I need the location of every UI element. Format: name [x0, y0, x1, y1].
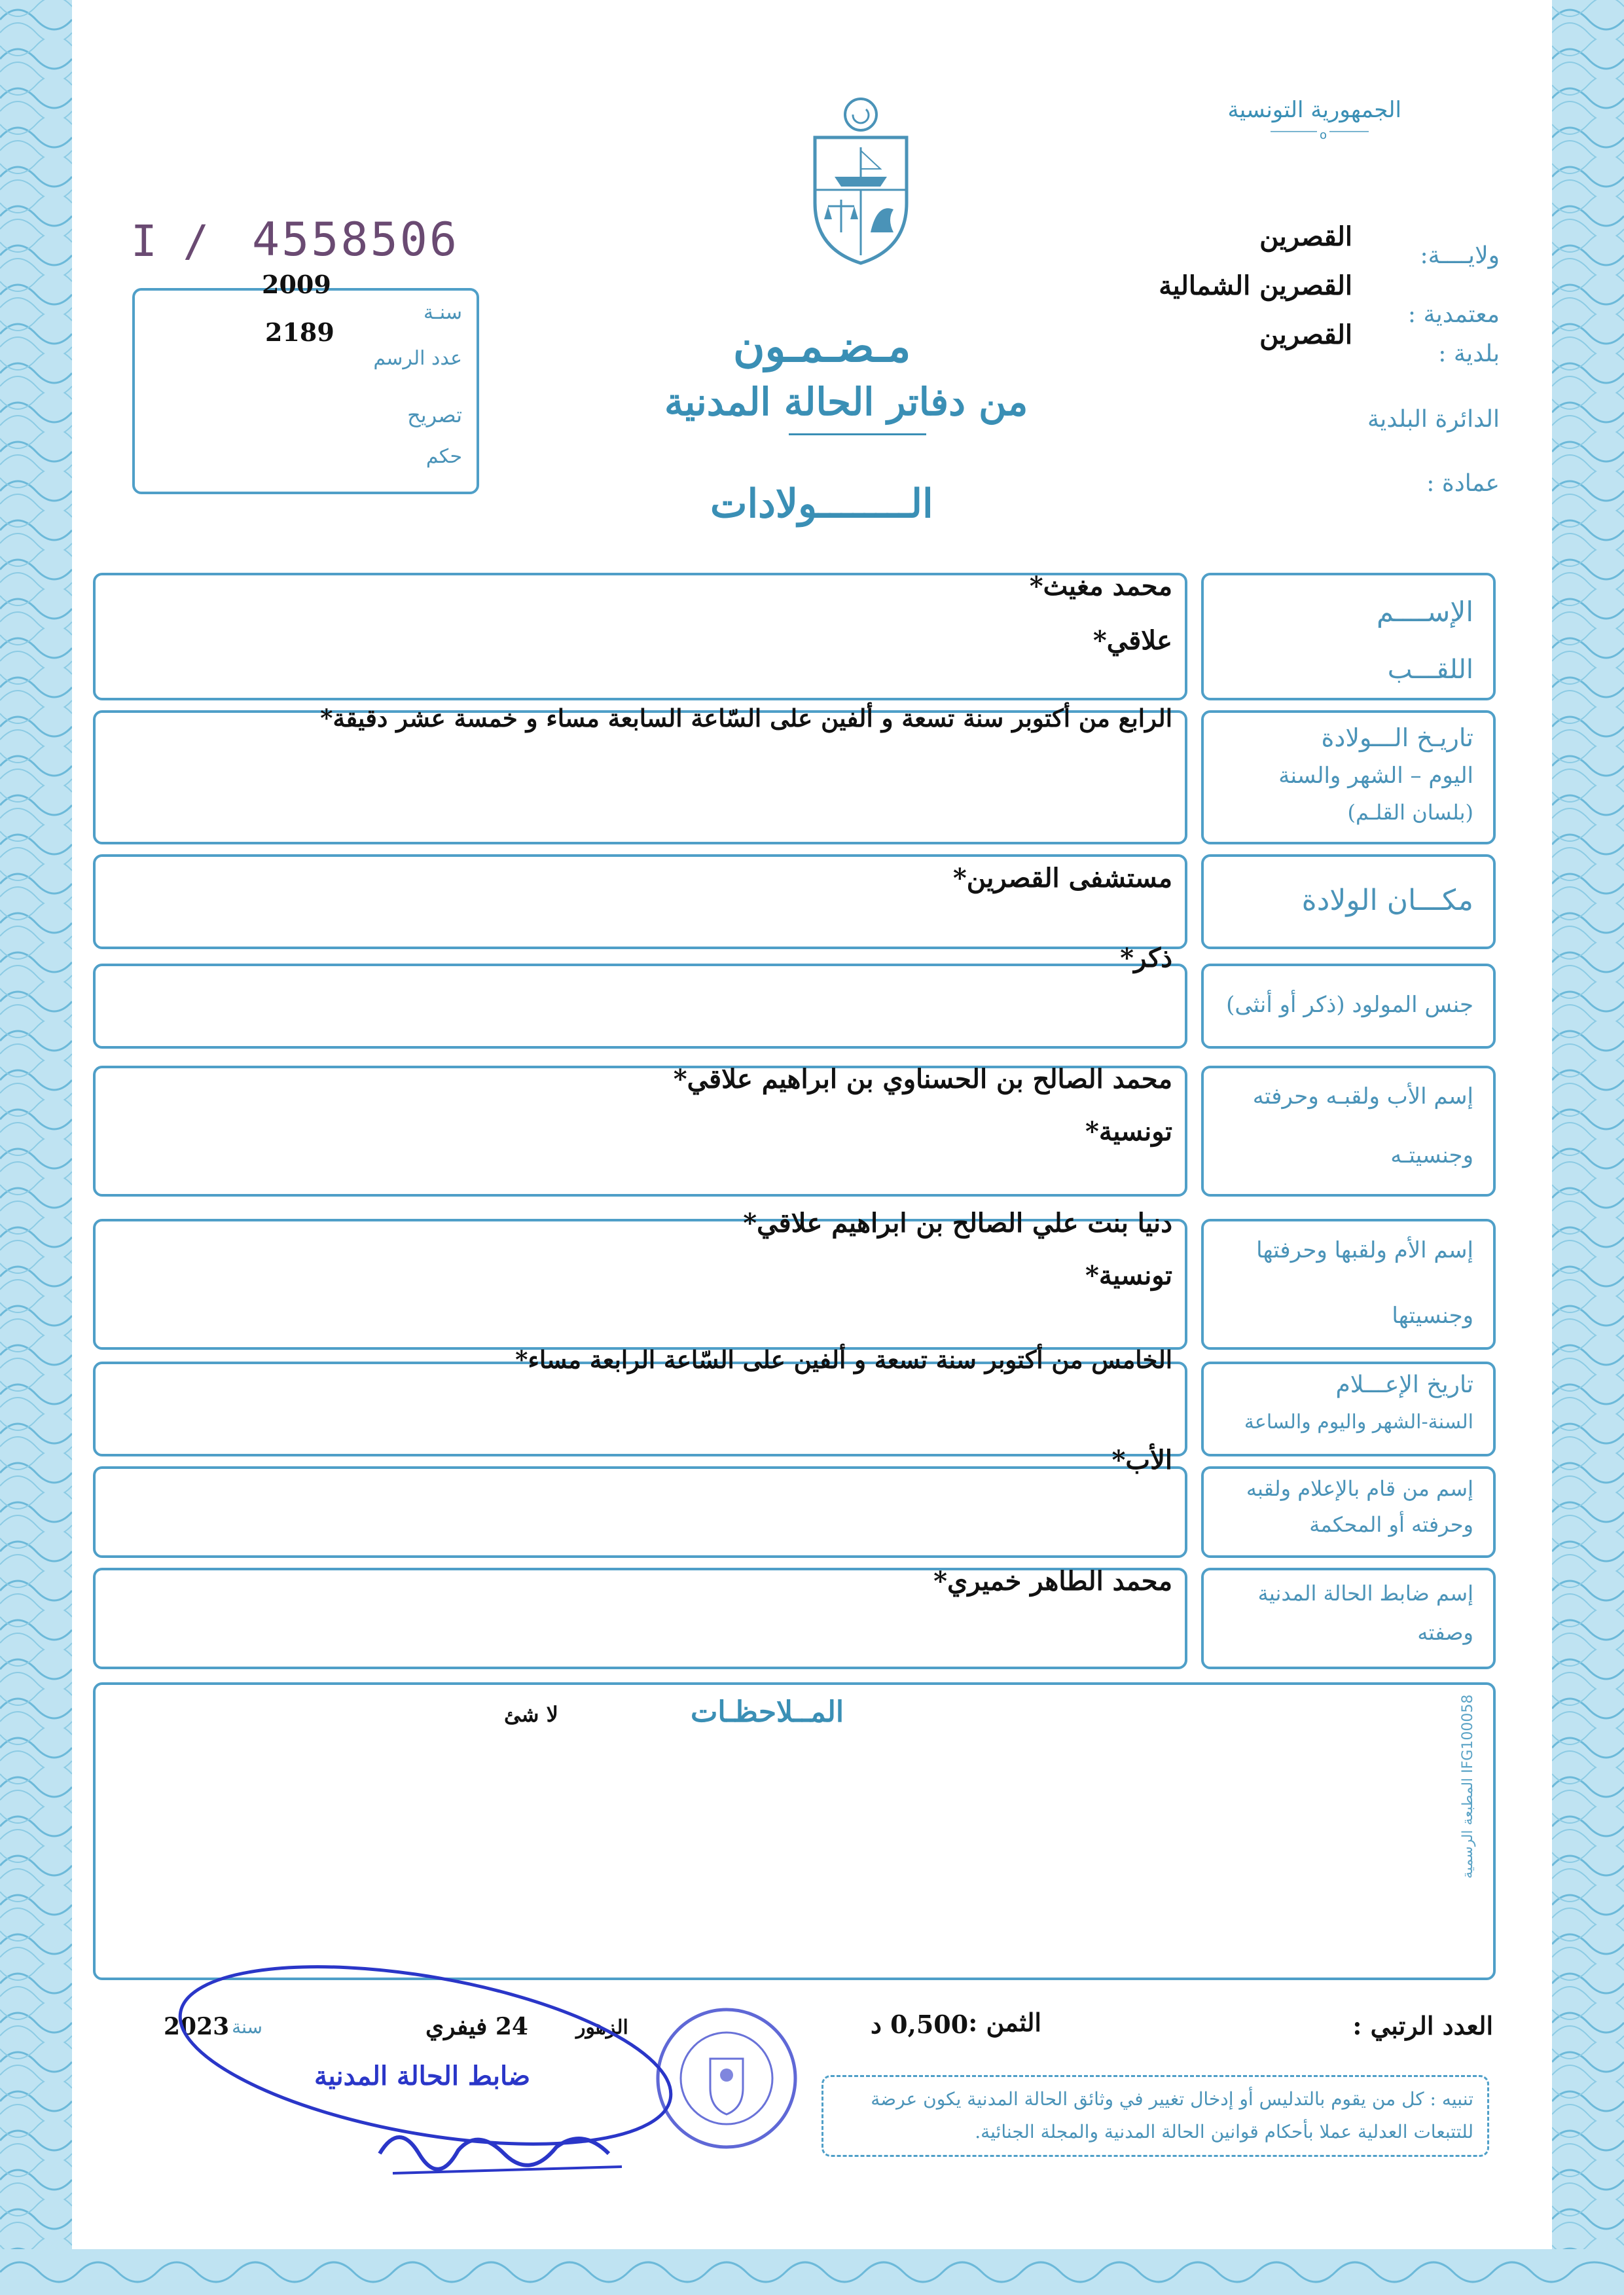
left-decorative-border — [0, 0, 72, 2295]
registry-number-label: عدد الرسم — [373, 347, 462, 370]
document-subtitle: من دفاتر الحالة المدنية — [664, 380, 1028, 424]
field-officer-value: محمد الطاهر خميري* — [933, 1566, 1172, 1597]
field-mother-sublabel: وجنسيتها — [1392, 1303, 1473, 1329]
printer-mark: المطبعة الرسمية IFG100058 — [1460, 1694, 1476, 1879]
field-gender-label: جنس المولود (ذكر أو أنثى) — [1226, 992, 1473, 1018]
municipal-district-label: الدائرة البلدية — [1367, 406, 1500, 433]
field-name-value-box — [93, 573, 1187, 700]
section-title-births: الــــــــولادات — [710, 481, 933, 527]
footer-date: 24 فيفري — [425, 2013, 528, 2040]
registry-number-value: 2189 — [265, 317, 334, 347]
bottom-decorative-border — [0, 2249, 1624, 2295]
footer-year-label: سنة — [232, 2016, 262, 2038]
field-name-label: الإســــم — [1377, 596, 1473, 628]
footer-year-value: 2023 — [164, 2013, 230, 2040]
wilaya-value: القصرين — [1259, 221, 1352, 252]
wilaya-label: ولايــــة: — [1420, 242, 1500, 269]
right-decorative-border — [1552, 0, 1624, 2295]
registry-prefix: I / — [131, 216, 209, 266]
field-officer-label: إسم ضابط الحالة المدنية — [1257, 1581, 1473, 1606]
field-gender-value: ذكر* — [1120, 943, 1172, 973]
field-father-sublabel: وجنسيتـه — [1390, 1142, 1473, 1168]
registry-declaration-label: تصريح — [407, 403, 462, 427]
field-birth-date-value: الرابع من أكتوبر سنة تسعة و ألفين على السّاعة السابعة مساء و خمسة عشر دقيقة* — [320, 704, 1172, 732]
republic-mark: o — [1317, 128, 1329, 142]
field-declarant-sublabel: وحرفته أو المحكمة — [1309, 1512, 1473, 1537]
field-mother-label: إسم الأم ولقبها وحرفتها — [1256, 1237, 1473, 1263]
field-declaration-date-sublabel: السنة-الشهر واليوم والساعة — [1244, 1411, 1473, 1434]
field-declarant-value-box — [93, 1466, 1187, 1558]
subtitle-underline — [789, 433, 926, 435]
footer-price-value: 0,500 د — [871, 2010, 969, 2039]
field-declarant-label: إسم من قام بالإعلام ولقبه — [1246, 1476, 1473, 1501]
footer-serial-label: العدد الرتبي : — [1352, 2011, 1493, 2040]
field-birth-date-note: (بلسان القلـم) — [1347, 800, 1473, 825]
registry-year-value: 2009 — [262, 270, 331, 299]
field-gender-value-box — [93, 964, 1187, 1049]
registry-serial: 4558506 — [252, 213, 460, 266]
footer-place: الزهور — [576, 2016, 628, 2039]
delegation-value: القصرين الشمالية — [1159, 270, 1352, 301]
field-mother-nationality: تونسية* — [1085, 1260, 1172, 1291]
field-surname-label: اللقـــب — [1387, 655, 1473, 685]
field-mother-value: دنيا بنت علي الصالح بن ابراهيم علاقي* — [743, 1208, 1172, 1238]
field-birth-date-label: تاريـخ الـــولادة — [1321, 723, 1473, 752]
registry-judgment-label: حكم — [425, 445, 462, 468]
notes-value: لا شئ — [504, 1702, 558, 1727]
field-father-value: محمد الصالح بن الحسناوي بن ابراهيم علاقي* — [673, 1064, 1172, 1094]
warning-box — [821, 2075, 1489, 2157]
tunisia-coat-of-arms-icon — [802, 92, 920, 268]
field-mother-value-box — [93, 1219, 1187, 1350]
warning-line1: تنبيه : كل من يقوم بالتدليس أو إدخال تغيير في وثائق الحالة المدنية يكون عرضة — [871, 2088, 1473, 2110]
republic-heading: الجمهورية التونسية — [1227, 97, 1401, 123]
footer-officer-title: ضابط الحالة المدنية — [314, 2061, 531, 2091]
field-declaration-date-label: تاريخ الإعـــلام — [1335, 1371, 1473, 1398]
field-declarant-value: الأب* — [1111, 1445, 1172, 1475]
field-officer-sublabel: وصفته — [1417, 1620, 1473, 1645]
omda-label: عمادة : — [1426, 470, 1500, 497]
registry-year-label: سنـة — [423, 301, 462, 324]
field-birth-place-value: مستشفى القصرين* — [952, 863, 1172, 894]
footer-price-label: الثمن : — [968, 2008, 1041, 2037]
field-declaration-date-value: الخامس من أكتوبر سنة تسعة و ألفين على السّاعة الرابعة مساء* — [515, 1345, 1172, 1374]
municipality-label: بلدية : — [1438, 340, 1500, 367]
delegation-label: معتمدية : — [1407, 301, 1500, 328]
field-birth-date-sublabel: اليوم – الشهر والسنة — [1278, 763, 1473, 789]
field-father-nationality: تونسية* — [1085, 1116, 1172, 1147]
municipality-value: القصرين — [1259, 319, 1352, 350]
field-father-label: إسم الأب ولقبـه وحرفته — [1252, 1083, 1473, 1110]
field-surname-value: علاقي* — [1092, 625, 1172, 656]
signature-icon — [164, 1957, 713, 2193]
notes-label: المــلاحظـات — [691, 1695, 844, 1729]
field-declaration-date-value-box — [93, 1362, 1187, 1456]
field-birth-place-label: مكـــان الولادة — [1301, 884, 1473, 917]
field-name-value: محمد مغيث* — [1029, 571, 1172, 602]
document-title: مـضـمـون — [733, 321, 911, 372]
warning-line2: للتتبعات العدلية عملا بأحكام قوانين الحالة المدنية والمجلة الجنائية. — [975, 2121, 1473, 2142]
